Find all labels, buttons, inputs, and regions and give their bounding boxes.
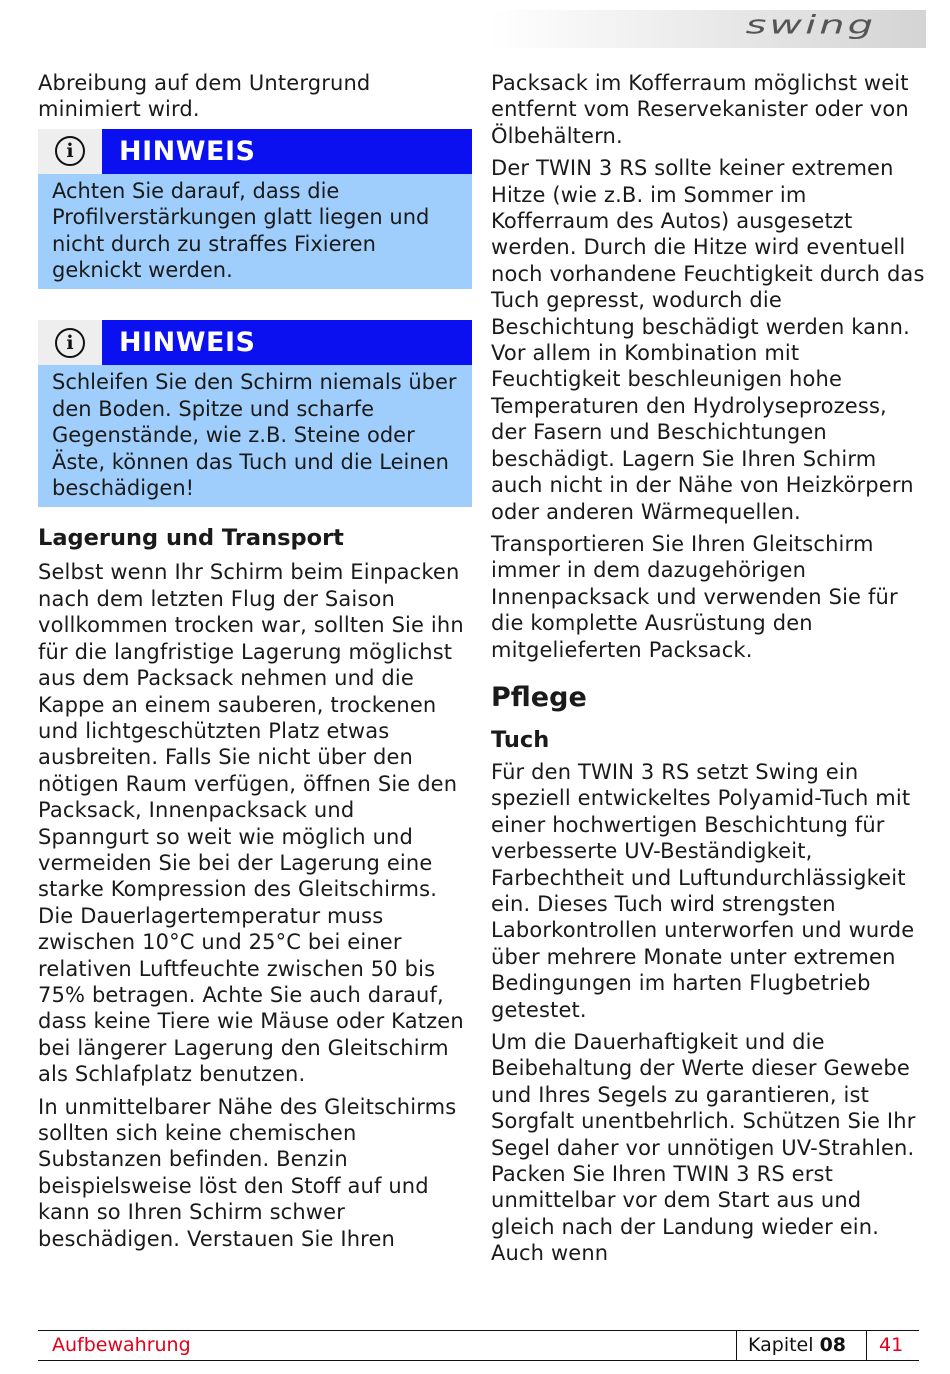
- info-circle-icon: i: [55, 328, 85, 358]
- notice-box: [38, 320, 472, 507]
- notice-header: [38, 129, 472, 174]
- notice-title: HINWEIS: [102, 129, 472, 174]
- paragraph: Transportieren Sie Ihren Gleitschirm immer in dem dazugehörigen Innenpacksack und verwenden Sie für die komplette Ausrüstung den mitgelieferten Packsack.: [491, 531, 898, 662]
- intro-text: Abreibung auf dem Untergrund minimiert wird.: [38, 71, 371, 122]
- notice-title: HINWEIS: [102, 320, 472, 365]
- paragraph: Packsack im Kofferraum möglichst weit entfernt vom Reservekanister oder von Ölbehältern.: [491, 71, 909, 148]
- swing-logo: swing: [745, 10, 876, 40]
- footer-rule-bottom: [38, 1360, 919, 1361]
- section-title-care: Pflege: [491, 681, 587, 713]
- notice-icon-box: [38, 129, 102, 174]
- paragraph: In unmittelbarer Nähe des Gleitschirms sollten sich keine chemischen Substanzen befinden. Benzin beispielsweise löst den Stoff auf und kann so Ihren Schirm schwer beschädigen. Verstauen Sie Ihren: [38, 1094, 457, 1251]
- page-number: 41: [879, 1334, 904, 1356]
- notice-box: [38, 129, 472, 290]
- footer-chapter: [748, 1331, 846, 1359]
- heading-storage-transport: Lagerung und Transport: [38, 525, 344, 552]
- paragraph: Der TWIN 3 RS sollte keiner extremen Hitze (wie z.B. im Sommer im Kofferraum des Autos) ausgesetzt werden. Durch die Hitze wird eventuell noch vorhandene Feuchtigkeit durch das Tuch gepresst, wodurch die Beschichtung beschädigt werden kann. Vor allem in Kombination mit Feuchtigkeit beschleunigen hohe Temperaturen den Hydrolyseprozess, der Fasern und Beschichtungen beschädigt. Lagern Sie Ihren Schirm auch nicht in der Nähe von Heizkörpern oder anderen Wärmequellen.: [491, 156, 925, 524]
- notice-text: Schleifen Sie den Schirm niemals über den Boden. Spitze und scharfe Gegenstände, wie z.B. Steine oder Äste, können das Tuch und die Leinen beschädigen!: [38, 365, 472, 507]
- paragraph: Um die Dauerhaftigkeit und die Beibehaltung der Werte dieser Gewebe und Ihres Segels zu garantieren, ist Sorgfalt unentbehrlich. Schützen Sie Ihr Segel daher vor unnötigen UV-Strahlen. Packen Sie Ihren TWIN 3 RS erst unmittelbar vor dem Start aus und gleich nach der Landung wieder ein. Auch wenn: [491, 1030, 916, 1266]
- notice-icon-box: [38, 320, 102, 365]
- paragraph: Selbst wenn Ihr Schirm beim Einpacken nach dem letzten Flug der Saison vollkommen trocken war, sollten Sie ihn für die langfristige Lagerung möglichst aus dem Packsack nehmen und die Kappe an einem sauberen, trockenen und lichtgeschützten Platz etwas ausbreiten. Falls Sie nicht über den nötigen Raum verfügen, öffnen Sie den Packsack, Innenpacksack und Spanngurt so weit wie möglich und vermeiden Sie bei der Lagerung eine starke Kompression des Gleitschirms. Die Dauerlagertemperatur muss zwischen 10°C und 25°C bei einer relativen Luftfeuchte zwischen 50 bis 75% betragen. Achte Sie auch darauf, dass keine Tiere wie Mäuse oder Katzen bei längerer Lagerung den Gleitschirm als Schlafplatz benutzen.: [38, 560, 464, 1087]
- right-column: [491, 70, 925, 1273]
- notice-text: Achten Sie darauf, dass die Profilverstärkungen glatt liegen und nicht durch zu straffes Fixieren geknickt werden.: [38, 174, 472, 290]
- subheading-fabric: Tuch: [491, 726, 550, 753]
- footer-chapter-label: Kapitel: [748, 1334, 814, 1356]
- notice-header: [38, 320, 472, 365]
- paragraph: Für den TWIN 3 RS setzt Swing ein speziell entwickeltes Polyamid-Tuch mit einer hochwertigen Beschichtung für verbesserte UV-Beständigkeit, Farbechtheit und Luftundurchlässigkeit ein. Dieses Tuch wird strengsten Laborkontrollen unterworfen und wurde über mehrere Monate unter extremen Bedingungen im harten Flugbetrieb getestet.: [491, 759, 915, 1022]
- footer-divider: [736, 1331, 737, 1360]
- info-circle-icon: i: [55, 136, 85, 166]
- footer-divider: [866, 1331, 867, 1360]
- footer-chapter-name: Aufbewahrung: [52, 1334, 191, 1356]
- footer-chapter-number: 08: [819, 1334, 847, 1356]
- left-column: [38, 70, 472, 1258]
